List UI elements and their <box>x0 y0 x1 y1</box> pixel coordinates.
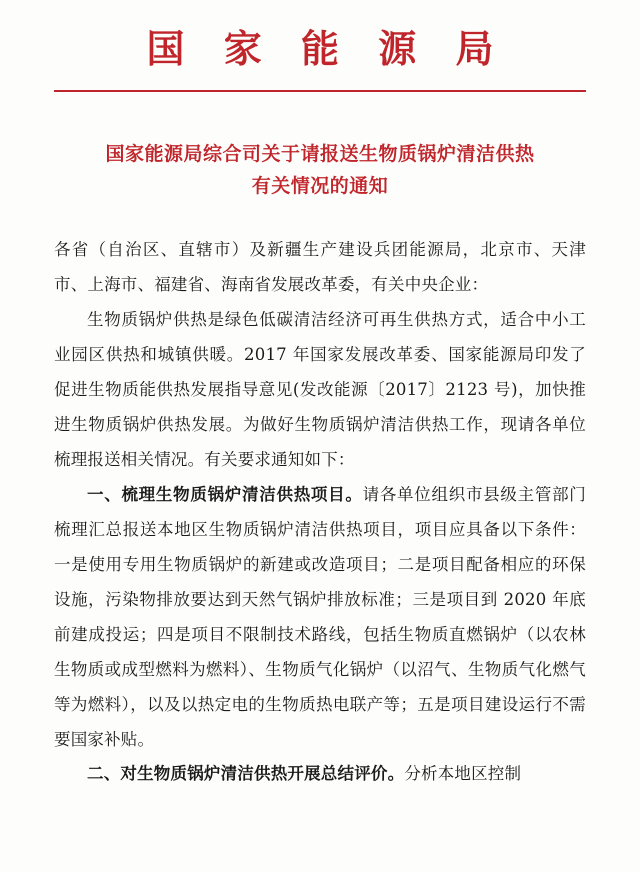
document-title-line-2: 有关情况的通知 <box>251 175 389 198</box>
document-title <box>54 138 586 203</box>
masthead-divider <box>54 90 586 92</box>
background-text: 生物质锅炉供热是绿色低碳清洁经济可再生供热方式，适合中小工业园区供热和城镇供暖。2017 年国家发展改革委、国家能源局印发了促进生物质能供热发展指导意见(发改能源〔2017〕2123 号)，加快推进生物质锅炉供热发展。为做好生物质锅炉清洁供热工作，现请各单位梳理报送相关情况。有关要求通知如下： <box>54 309 586 469</box>
document-body <box>54 233 586 793</box>
item-one-heading: 一、梳理生物质锅炉清洁供热项目。 <box>87 484 363 504</box>
page-bottom-edge <box>0 872 640 882</box>
masthead <box>54 0 586 92</box>
item-two-heading: 二、对生物质锅炉清洁供热开展总结评价。 <box>87 764 405 784</box>
paragraph-background <box>54 303 586 478</box>
item-one-text: 请各单位组织市县级主管部门梳理汇总报送本地区生物质锅炉清洁供热项目，项目应具备以下条件：一是使用专用生物质锅炉的新建或改造项目；二是项目配备相应的环保设施，污染物排放要达到天然气锅炉排放标准；三是项目到 2020 年底前建成投运；四是项目不限制技术路线，包括生物质直燃锅炉（以农林生物质或成型燃料为燃料）、生物质气化锅炉（以沼气、生物质气化燃气等为燃料），以及以热定电的生物质热电联产等；五是项目建设运行不需要国家补贴。 <box>54 484 586 749</box>
paragraph-recipients <box>54 233 586 303</box>
paragraph-item-two <box>54 757 586 792</box>
item-two-text: 分析本地区控制 <box>404 764 522 784</box>
recipients-text: 各省（自治区、直辖市）及新疆生产建设兵团能源局，北京市、天津市、上海市、福建省、海南省发展改革委，有关中央企业： <box>54 239 586 294</box>
document-title-line-1: 国家能源局综合司关于请报送生物质锅炉清洁供热 <box>105 142 535 165</box>
paragraph-item-one <box>54 478 586 758</box>
agency-name: 国 家 能 源 局 <box>146 26 507 71</box>
